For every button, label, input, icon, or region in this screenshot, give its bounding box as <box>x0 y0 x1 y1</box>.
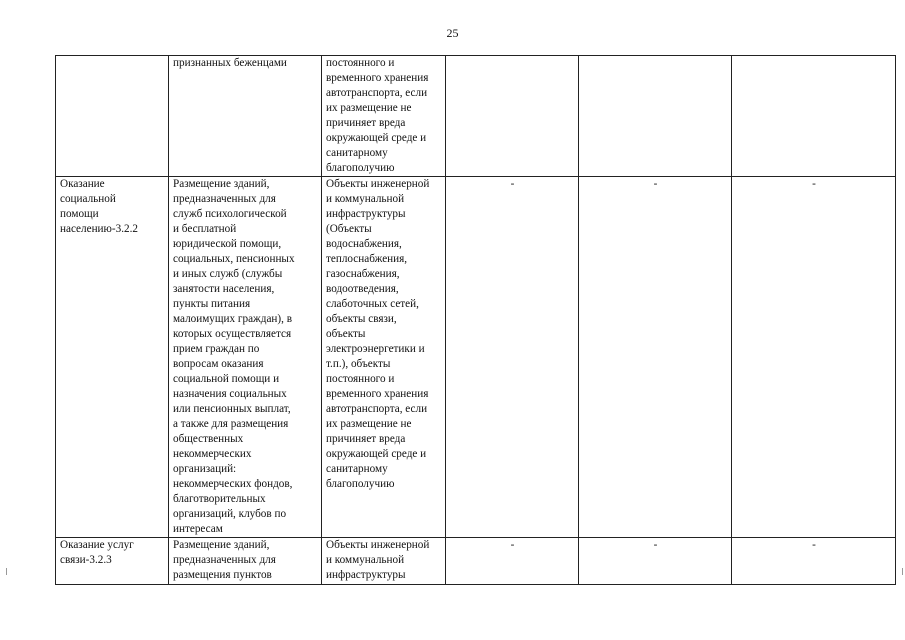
use-description: Размещение зданий, предназначенных для служб психологической и бесплатной юридической помощи, социальных, пенсионных и иных служб (службы занятости населения, пункты питания малоимущих граждан), в которых осуществляется прием граждан по вопросам оказания социальной помощи и назначения социальных или пенсионных выплат, а также для размещения общественных некоммерческих организаций: некоммерческих фондов, благотворительных организаций, клубов по интересам <box>173 178 295 535</box>
scan-edge-mark <box>6 568 7 575</box>
use-description-cell <box>169 177 322 538</box>
parameter-cell-1 <box>446 538 579 585</box>
table-row <box>56 56 896 177</box>
table-row <box>56 177 896 538</box>
parameter-cell-2 <box>579 538 732 585</box>
parameter-value: - <box>653 539 658 551</box>
use-description: Размещение зданий, предназначенных для размещения пунктов <box>173 539 276 581</box>
use-description-cell <box>169 538 322 585</box>
parameter-value: - <box>812 178 816 190</box>
use-type-name-cell <box>56 56 169 177</box>
auxiliary-facilities-cell <box>322 538 446 585</box>
parameter-cell-3 <box>732 538 896 585</box>
auxiliary-facilities: постоянного и временного хранения автотранспорта, если их размещение не причиняет вреда окружающей среде и санитарному благополучию <box>326 57 429 174</box>
page-number: 25 <box>446 26 459 40</box>
use-type-name: Оказание социальной помощи населению-3.2.2 <box>60 178 139 235</box>
use-type-name: Оказание услуг связи-3.2.3 <box>60 539 134 566</box>
use-type-name-cell <box>56 538 169 585</box>
parameter-cell-1 <box>446 177 579 538</box>
parameter-cell-2 <box>579 177 732 538</box>
parameter-cell-2 <box>579 56 732 177</box>
parameter-cell-3 <box>732 56 896 177</box>
parameter-value: - <box>812 539 816 551</box>
table-row <box>56 538 896 585</box>
auxiliary-facilities: Объекты инженерной и коммунальной инфраструктуры (Объекты водоснабжения, теплоснабжения, газоснабжения, водоотведения, слаботочных сетей, объекты связи, объекты электроэнергетики и т.п.), объекты постоянного и временного хранения автотранспорта, если их размещение не причиняет вреда окружающей среде и санитарному благополучию <box>326 178 430 490</box>
parameter-cell-3 <box>732 177 896 538</box>
auxiliary-facilities-cell <box>322 177 446 538</box>
use-description: признанных беженцами <box>173 57 287 69</box>
parameter-value: - <box>653 178 658 190</box>
parameter-cell-1 <box>446 56 579 177</box>
use-type-name-cell <box>56 177 169 538</box>
auxiliary-facilities-cell <box>322 56 446 177</box>
auxiliary-facilities: Объекты инженерной и коммунальной инфраструктуры <box>326 539 430 581</box>
parameter-value: - <box>510 178 515 190</box>
parameter-value: - <box>510 539 515 551</box>
land-use-table <box>55 55 896 585</box>
scan-edge-mark <box>902 568 903 575</box>
use-description-cell <box>169 56 322 177</box>
